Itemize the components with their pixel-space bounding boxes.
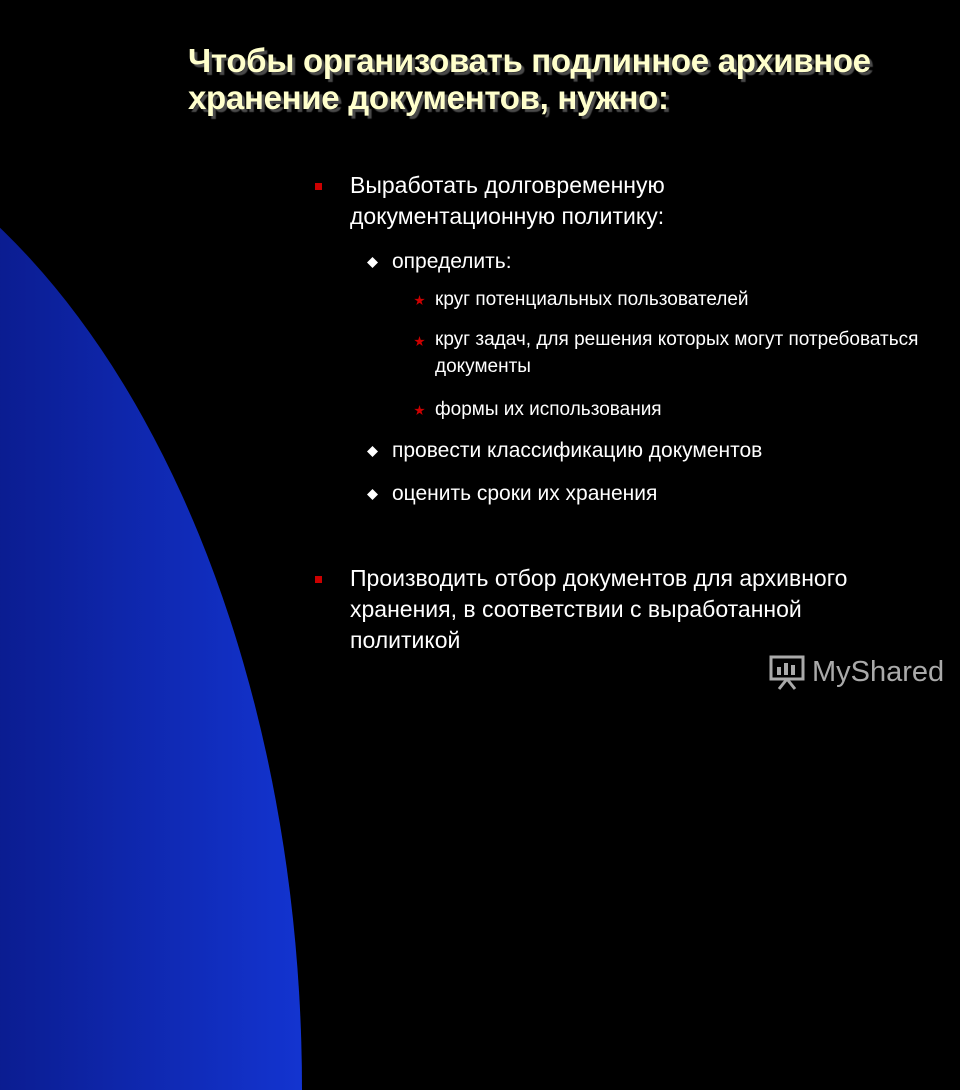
square-bullet-icon <box>315 183 322 190</box>
star-bullet-icon <box>414 336 425 347</box>
star-bullet-icon <box>414 295 425 306</box>
list-item: формы их использования <box>435 399 662 420</box>
diamond-bullet-icon <box>367 257 378 268</box>
list-item: Выработать долговременную документационную политику: <box>350 172 665 229</box>
list-item: круг потенциальных пользователей <box>435 289 749 310</box>
list-item: определить: <box>392 250 512 273</box>
list-item: круг задач, для решения которых могут потребоваться документы <box>435 329 919 377</box>
watermark-text: MyShared <box>812 655 945 688</box>
star-bullet-icon <box>414 405 425 416</box>
diamond-bullet-icon <box>367 489 378 500</box>
list-item: провести классификацию документов <box>392 439 763 462</box>
square-bullet-icon <box>315 576 322 583</box>
decorative-blue-arc <box>0 90 302 1090</box>
list-item: оценить сроки их хранения <box>392 482 658 505</box>
diamond-bullet-icon <box>367 446 378 457</box>
presentation-board-icon <box>768 653 806 691</box>
slide-title: Чтобы организовать подлинное архивное хранение документов, нужно: <box>188 42 871 116</box>
list-item: Производить отбор документов для архивного хранения, в соответствии с выработанной политикой <box>350 565 848 653</box>
watermark <box>768 652 944 692</box>
